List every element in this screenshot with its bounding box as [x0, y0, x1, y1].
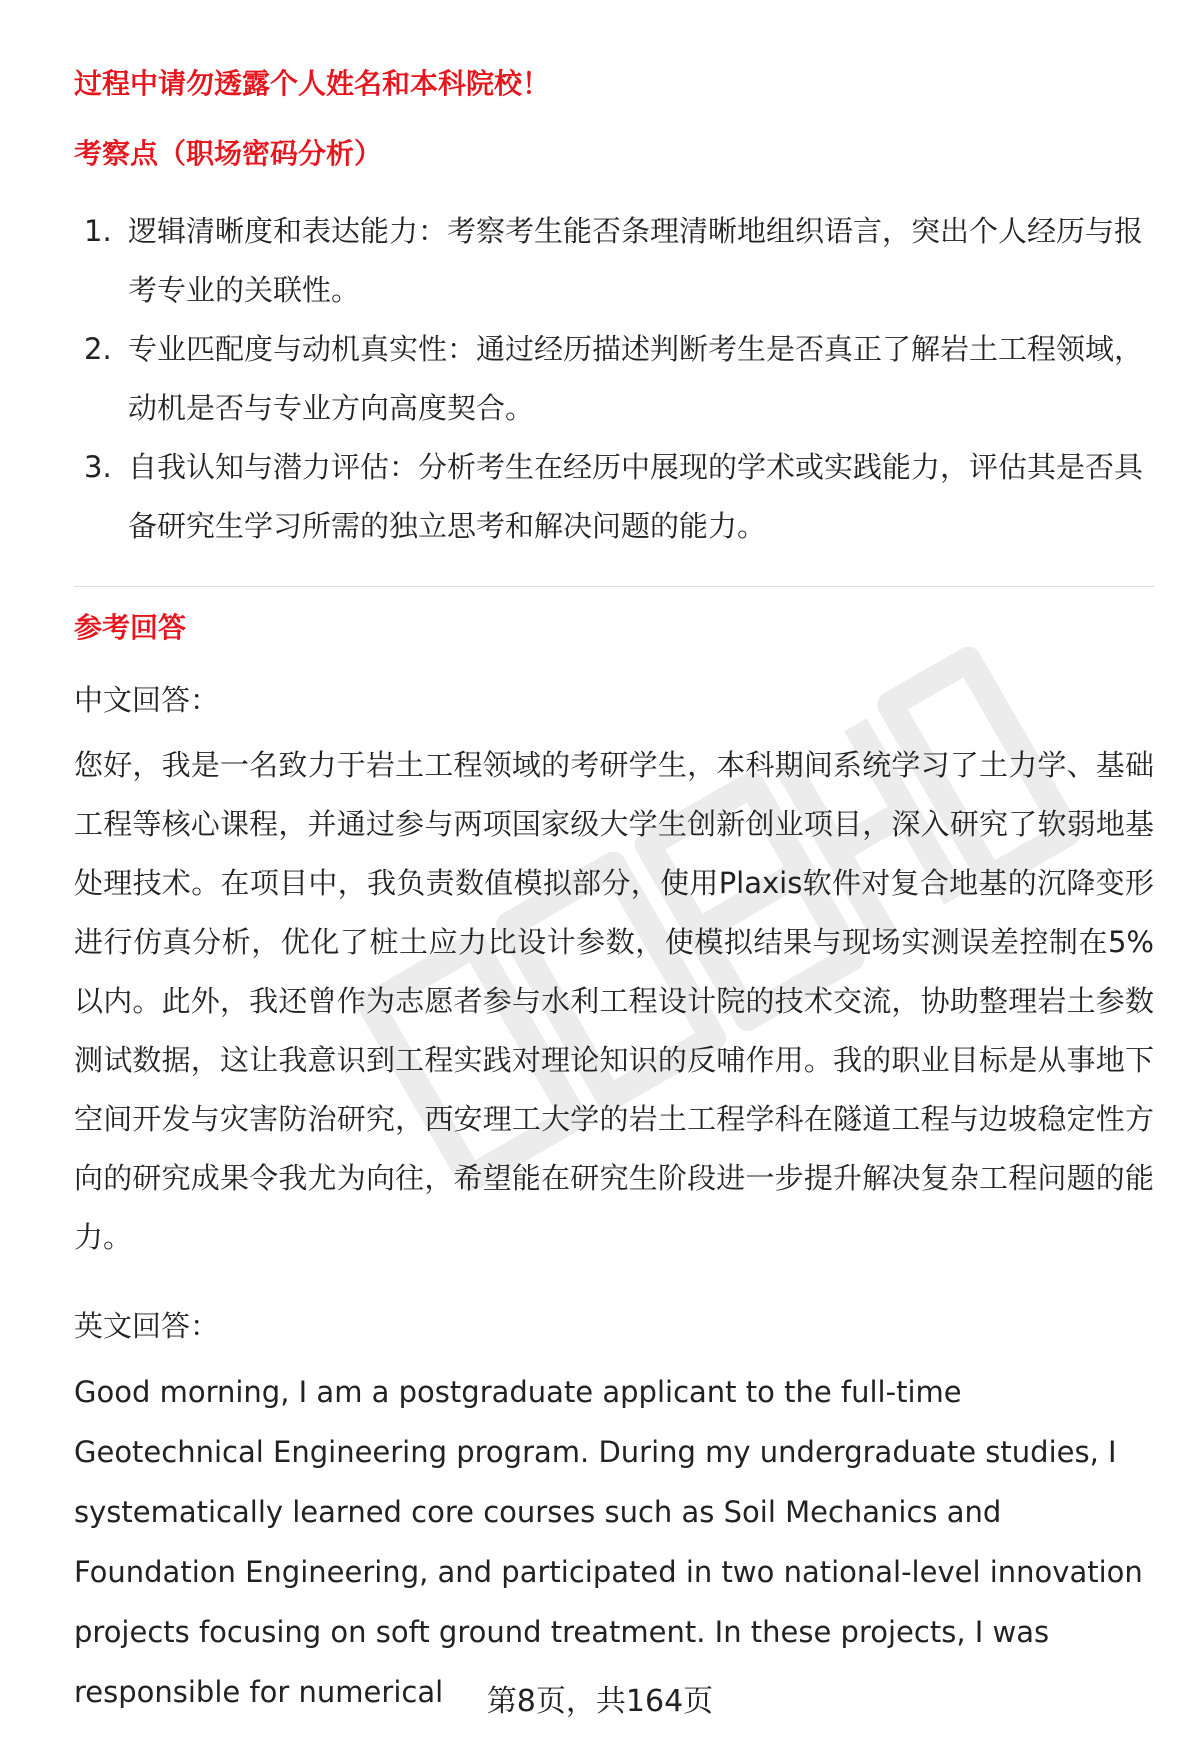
point-text: 专业匹配度与动机真实性：通过经历描述判断考生是否真正了解岩土工程领域，动机是否与专业方向高度契合。 — [128, 332, 1144, 425]
chinese-answer-text: 您好，我是一名致力于岩土工程领域的考研学生，本科期间系统学习了土力学、基础工程等核心课程，并通过参与两项国家级大学生创新创业项目，深入研究了软弱地基处理技术。在项目中，我负责数值模拟部分，使用Plaxis软件对复合地基的沉降变形进行仿真分析，优化了桩土应力比设计参数，使模拟结果与现场实测误差控制在5%以内。此外，我还曾作为志愿者参与水利工程设计院的技术交流，协助整理岩土参数测试数据，这让我意识到工程实践对理论知识的反哺作用。我的职业目标是从事地下空间开发与灾害防治研究，西安理工大学的岩土工程学科在隧道工程与边坡稳定性方向的研究成果令我尤为向往，希望能在研究生阶段进一步提升解决复杂工程问题的能力。 — [74, 748, 1154, 1254]
point-number: 1. — [84, 214, 112, 248]
assessment-point — [74, 320, 1154, 438]
section-divider — [74, 586, 1154, 587]
section-title-assessment: 考察点（职场密码分析） — [74, 137, 383, 170]
assessment-point — [74, 438, 1154, 556]
section-title-reference-answer: 参考回答 — [74, 611, 187, 644]
english-answer-text: Good morning, I am a postgraduate applicant to the full-time Geotechnical Engineering program. During my undergraduate studies, I systematically learned core courses such as Soil Mechanics and Foundation Engineering, and participated in two national-level innovation projects focusing on soft ground treatment. In these projects, I was responsible for numerical — [74, 1375, 1143, 1709]
chinese-answer-label: 中文回答： — [74, 683, 220, 717]
point-text: 自我认知与潜力评估：分析考生在经历中展现的学术或实践能力，评估其是否具备研究生学习所需的独立思考和解决问题的能力。 — [128, 450, 1144, 543]
page-number-footer: 第8页，共164页 — [486, 1684, 714, 1719]
english-answer-label: 英文回答： — [74, 1309, 220, 1343]
assessment-point — [74, 202, 1154, 320]
point-number: 2. — [84, 332, 112, 366]
privacy-warning: 过程中请勿透露个人姓名和本科院校！ — [74, 67, 551, 100]
point-number: 3. — [84, 450, 112, 484]
point-text: 逻辑清晰度和表达能力：考察考生能否条理清晰地组织语言，突出个人经历与报考专业的关联性。 — [128, 214, 1144, 307]
assessment-points-list — [74, 202, 1154, 556]
